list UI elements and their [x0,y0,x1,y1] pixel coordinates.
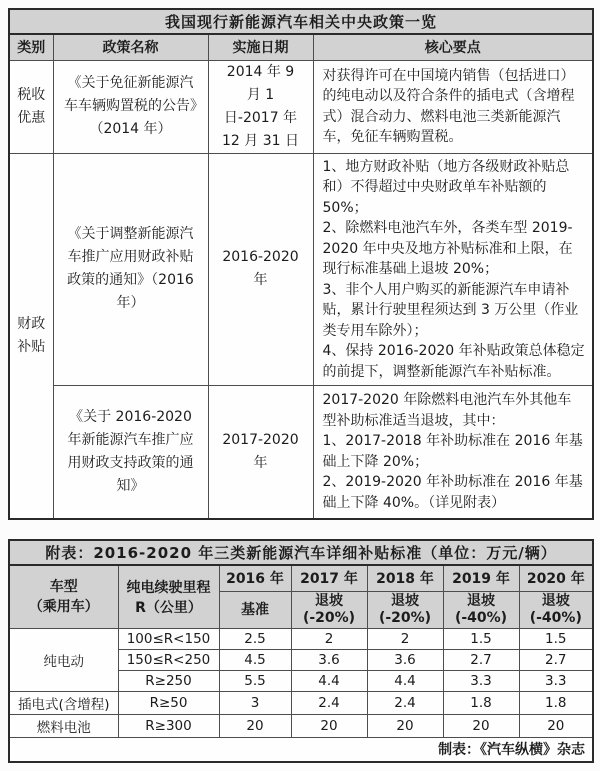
cell-value: 3 [219,692,291,715]
point-paragraph: 1、2017-2018 年补助标准在 2016 年基础上下降 20%； [322,433,583,470]
header-line: (-40%) [529,610,582,626]
column-subheader-2020 [519,592,593,629]
header-line: (-40%) [454,610,508,626]
cell-value: 2 [291,629,367,650]
header-line: 退坡 [315,593,343,609]
cell-value: 3.3 [519,671,593,692]
cell-value: 1.5 [519,629,593,650]
column-header-year-2016: 2016 年 [219,565,291,592]
cell-value: 2.4 [367,692,443,715]
cell-range: R≥300 [118,715,219,738]
column-header-vehicle-type [9,565,118,629]
cell-value: 20 [519,715,593,738]
table-row-phev [9,692,593,715]
subsidy-header-year-row [9,565,593,592]
table-credit: 制表：《汽车纵横》杂志 [9,738,593,762]
cell-range: 100≤R<150 [118,629,219,650]
subsidy-table-title: 附表：2016-2020 年三类新能源汽车详细补贴标准（单位：万元/辆） [9,540,593,565]
column-header-year-2017: 2017 年 [291,565,367,592]
point-paragraph: 2017-2020 年除燃料电池汽车外其他车型补助标准适当退坡，其中： [322,392,572,429]
column-header-year-2020: 2020 年 [519,565,593,592]
table-row-fiscal-subsidy-1 [9,153,593,386]
point-paragraph: 4、保持 2016-2020 年补贴政策总体稳定的前提下，调整新能源汽车补贴标准。 [322,343,585,380]
cell-value: 4.5 [219,650,291,671]
policy-table-title: 我国现行新能源汽车相关中央政策一览 [9,9,593,34]
cell-range: R≥250 [118,671,219,692]
column-subheader-2018 [367,592,443,629]
cell-policy-name-3: 《关于 2016-2020 年新能源汽车推广应用财政支持政策的通知》 [53,386,208,519]
column-header-policy-name: 政策名称 [53,34,208,60]
cell-value: 2.5 [219,629,291,650]
cell-value: 2 [367,629,443,650]
header-line: (-20%) [302,610,356,626]
cell-policy-name-2: 《关于调整新能源汽车推广应用财政补贴政策的通知》（2016 年） [53,153,208,386]
cell-category-tax: 税收优惠 [9,60,53,153]
subsidy-table-footer-row [9,738,593,762]
cell-value: 20 [219,715,291,738]
cell-key-points-2 [313,153,593,386]
cell-date-3: 2017-2020 年 [208,386,313,519]
cell-vehicle-fcev: 燃料电池 [9,715,118,738]
point-paragraph: 对获得许可在中国境内销售（包括进口）的纯电动以及符合条件的插电式（含增程式）混合动力、燃料电池三类新能源汽车，免征车辆购置税。 [322,67,575,145]
column-header-range: 纯电续驶里程 R（公里） [118,565,219,629]
cell-value: 5.5 [219,671,291,692]
cell-policy-name-1: 《关于免征新能源汽车车辆购置税的公告》（2014 年） [53,60,208,153]
column-header-key-points: 核心要点 [313,34,593,60]
cell-date-1: 2014 年 9 月 1 日-2017 年 12 月 31 日 [208,60,313,153]
column-header-year-2019: 2019 年 [443,565,519,592]
header-line: (-20%) [378,610,432,626]
header-line: 退坡 [467,593,495,609]
table-row-fcev [9,715,593,738]
cell-date-2: 2016-2020 年 [208,153,313,386]
cell-value: 3.6 [367,650,443,671]
cell-value: 3.3 [443,671,519,692]
cell-value: 1.8 [519,692,593,715]
cell-value: 2.4 [291,692,367,715]
subsidy-appendix-table [8,539,594,763]
cell-key-points-3 [313,386,593,519]
cell-value: 1.5 [443,629,519,650]
cell-value: 4.4 [367,671,443,692]
cell-range: 150≤R<250 [118,650,219,671]
cell-range: R≥50 [118,692,219,715]
point-paragraph: 2、除燃料电池汽车外，各类车型 2019-2020 年中央及地方补贴标准和上限，在现行标准基础上退坡 20%； [322,220,573,277]
policy-overview-table [8,8,594,520]
column-subheader-2019 [443,592,519,629]
header-line: 基准 [241,601,269,618]
policy-table-title-row [9,9,593,34]
column-header-category: 类别 [9,34,53,60]
cell-vehicle-bev: 纯电动 [9,629,118,692]
cell-value: 4.4 [291,671,367,692]
subsidy-table-title-row [9,540,593,565]
column-header-year-2018: 2018 年 [367,565,443,592]
column-header-date: 实施日期 [208,34,313,60]
header-line: （乘用车） [28,598,99,615]
cell-category-subsidy: 财政补贴 [9,153,53,519]
cell-value: 20 [367,715,443,738]
table-row-bev-100-150 [9,629,593,650]
point-paragraph: 3、非个人用户购买的新能源汽车申请补贴，累计行驶里程须达到 3 万公里（作业类专用车除外）； [322,281,579,339]
cell-value: 1.8 [443,692,519,715]
cell-value: 2.7 [443,650,519,671]
cell-value: 20 [291,715,367,738]
header-line: 车型 [49,578,78,595]
table-row-tax-incentive [9,60,593,153]
column-subheader-2016 [219,592,291,629]
table-row-fiscal-subsidy-2 [9,386,593,519]
point-paragraph: 1、地方财政补贴（地方各级财政补贴总和）不得超过中央财政单车补贴额的 50%； [322,158,570,216]
policy-table-header-row [9,34,593,60]
header-line: 退坡 [391,593,419,609]
cell-value: 20 [443,715,519,738]
point-paragraph: 2、2019-2020 年补助标准在 2016 年基础上下降 40%。（详见附表） [322,474,583,511]
column-subheader-2017 [291,592,367,629]
header-line: 退坡 [541,593,570,609]
cell-value: 3.6 [291,650,367,671]
cell-vehicle-phev: 插电式(含增程) [9,692,118,715]
cell-value: 2.7 [519,650,593,671]
cell-key-points-1 [313,60,593,153]
